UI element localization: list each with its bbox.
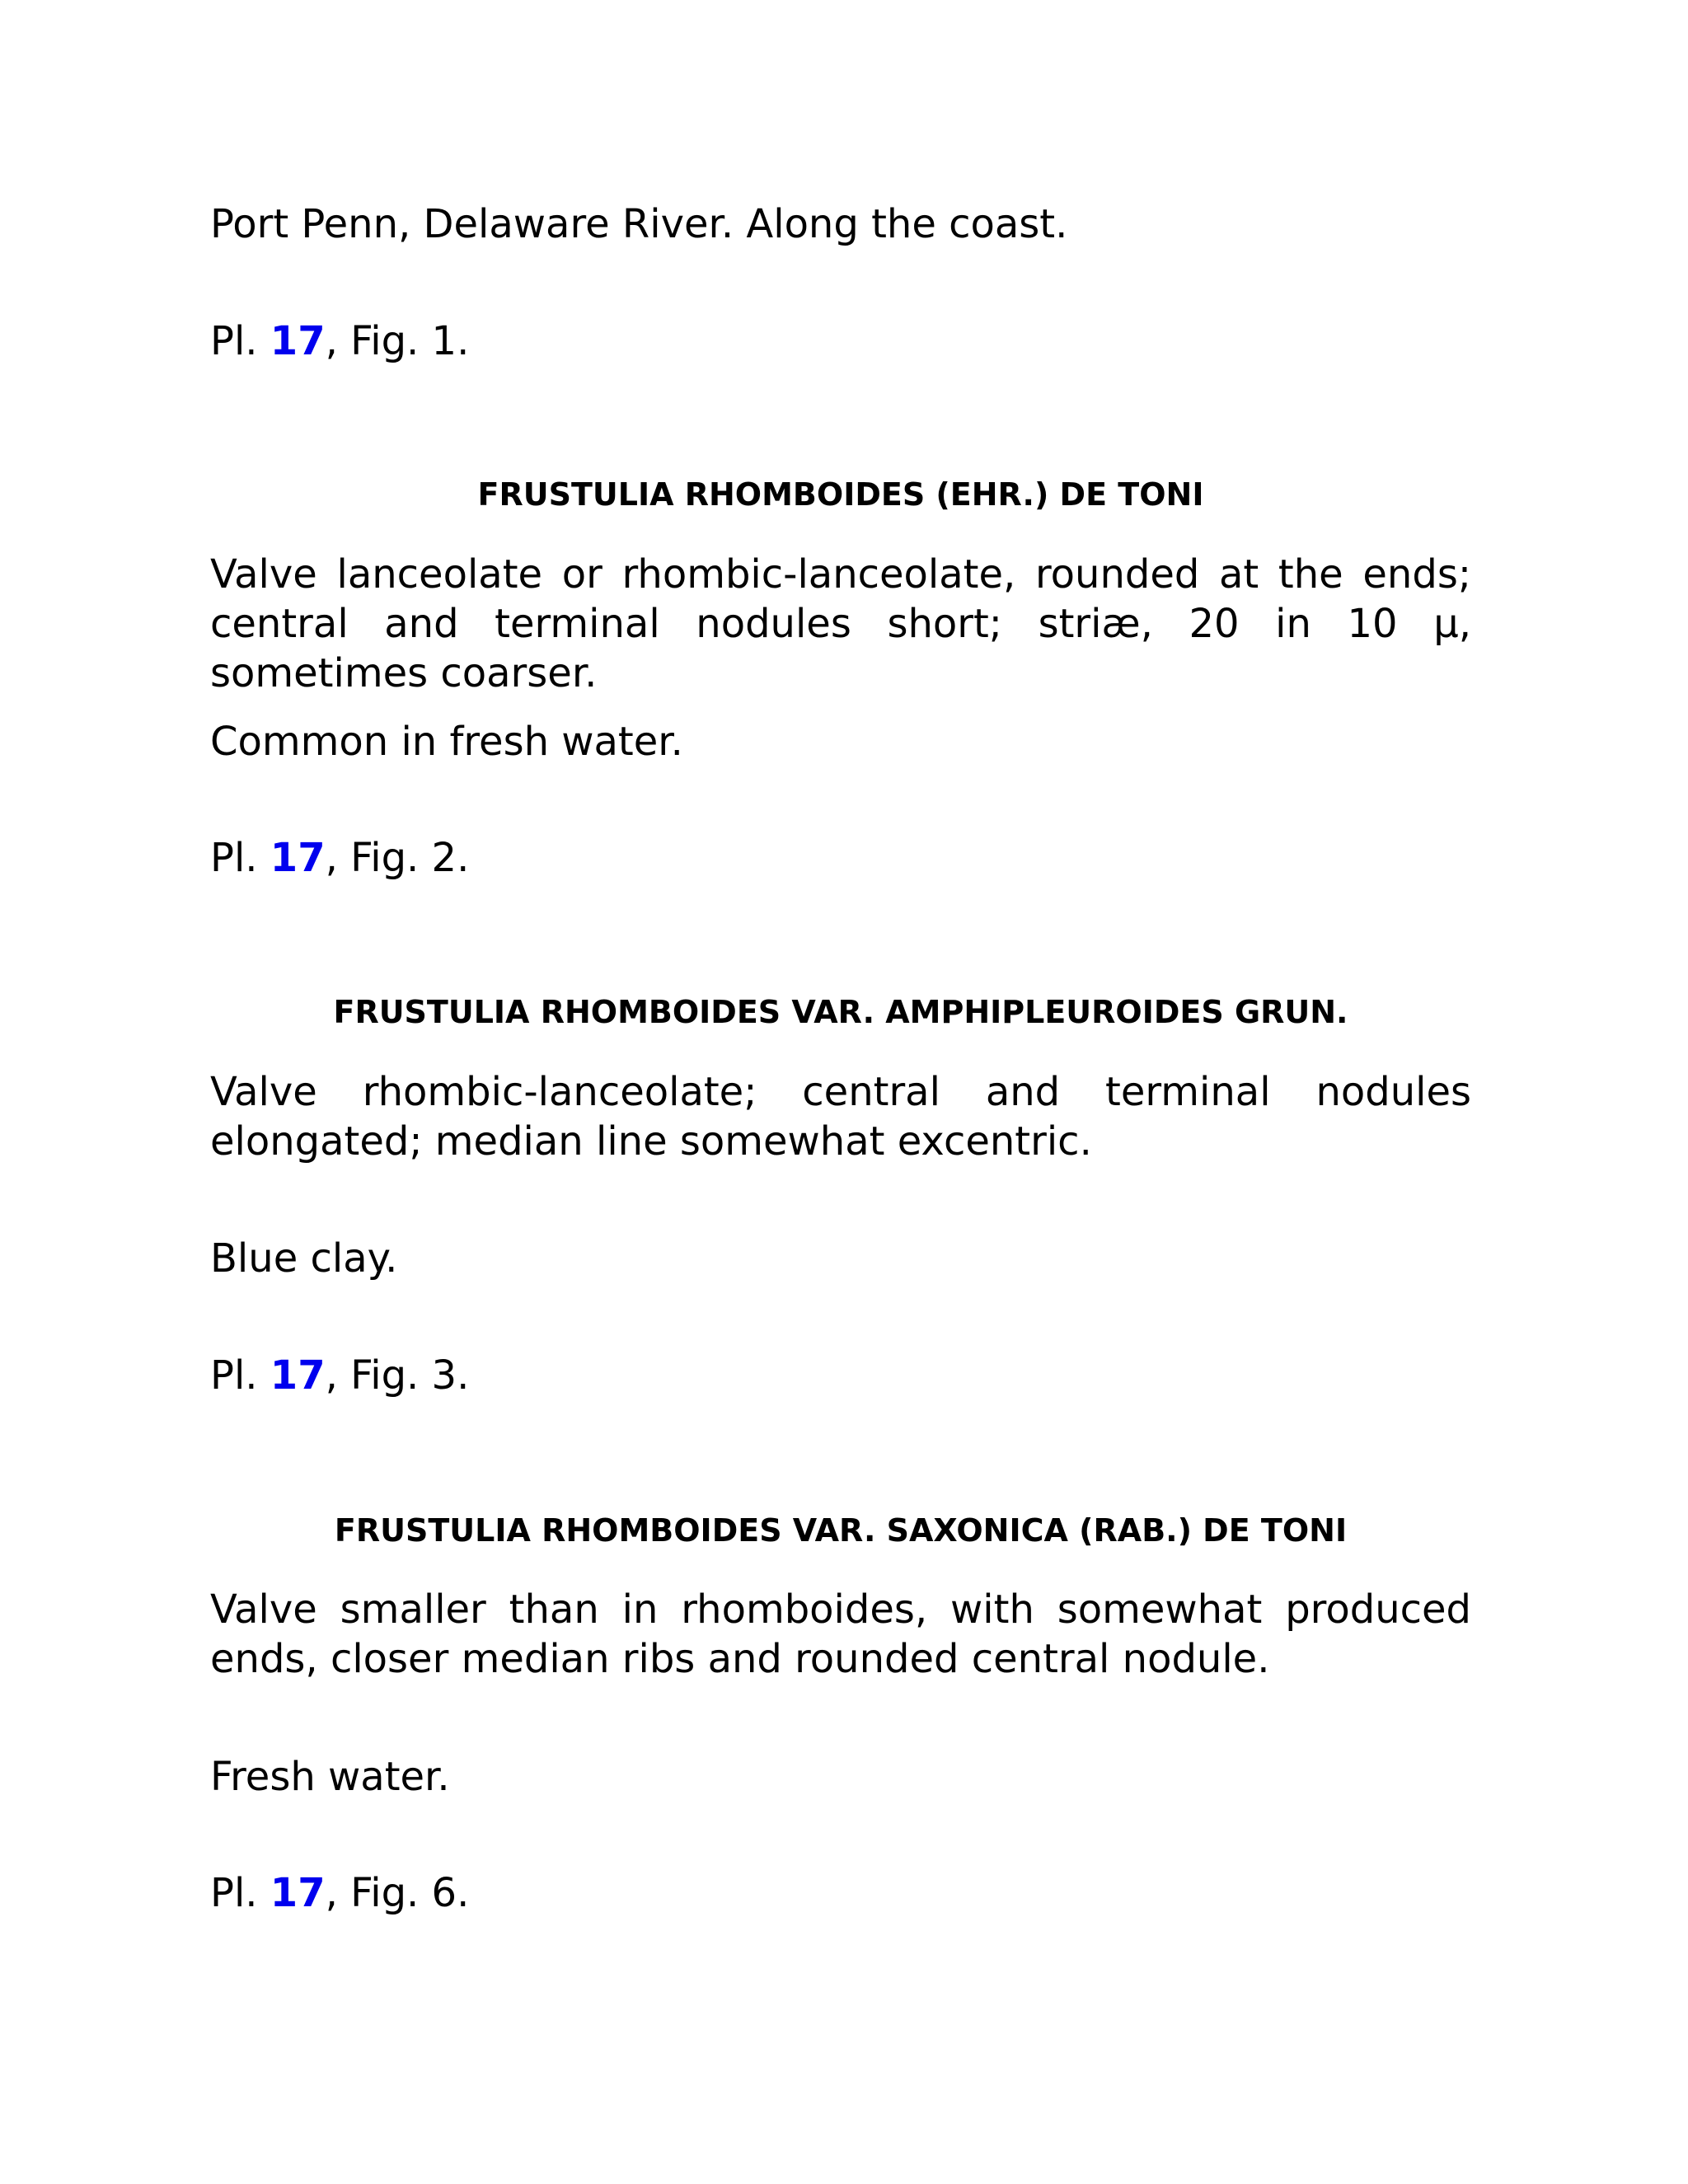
plate-prefix: Pl. (210, 318, 270, 364)
section-heading: FRUSTULIA RHOMBOIDES (EHR.) DE TONI (477, 476, 1204, 513)
section-heading: FRUSTULIA RHOMBOIDES VAR. SAXONICA (RAB.) DE TONI (334, 1512, 1348, 1549)
plate-reference (210, 1868, 1471, 1918)
plate-suffix: , Fig. 6. (325, 1870, 470, 1916)
habitat-paragraph: Fresh water. (210, 1754, 450, 1800)
plate-prefix: Pl. (210, 1352, 270, 1399)
plate-link[interactable]: 17 (270, 835, 326, 881)
section-heading: FRUSTULIA RHOMBOIDES VAR. AMPHIPLEUROIDES GRUN. (333, 994, 1348, 1030)
plate-link[interactable]: 17 (270, 318, 326, 364)
species-description: Valve lanceolate or rhombic-lanceolate, rounded at the ends; central and terminal nodules short; striæ, 20 in 10 μ, sometimes coarser. (210, 551, 1471, 696)
plate-link[interactable]: 17 (270, 1870, 326, 1916)
habitat-paragraph: Common in fresh water. (210, 719, 683, 765)
plate-reference (210, 1351, 1471, 1400)
plate-prefix: Pl. (210, 1870, 270, 1916)
habitat-paragraph: Blue clay. (210, 1235, 398, 1282)
plate-link[interactable]: 17 (270, 1352, 326, 1399)
species-description: Valve rhombic-lanceolate; central and terminal nodules elongated; median line somewhat excentric. (210, 1069, 1471, 1165)
plate-suffix: , Fig. 1. (325, 318, 470, 364)
species-description: Valve smaller than in rhomboides, with somewhat produced ends, closer median ribs and rounded central nodule. (210, 1586, 1471, 1682)
plate-suffix: , Fig. 3. (325, 1352, 470, 1399)
plate-reference (210, 316, 1471, 366)
plate-suffix: , Fig. 2. (325, 835, 470, 881)
plate-reference (210, 833, 1471, 883)
plate-prefix: Pl. (210, 835, 270, 881)
locality-paragraph: Port Penn, Delaware River. Along the coast. (210, 201, 1068, 247)
